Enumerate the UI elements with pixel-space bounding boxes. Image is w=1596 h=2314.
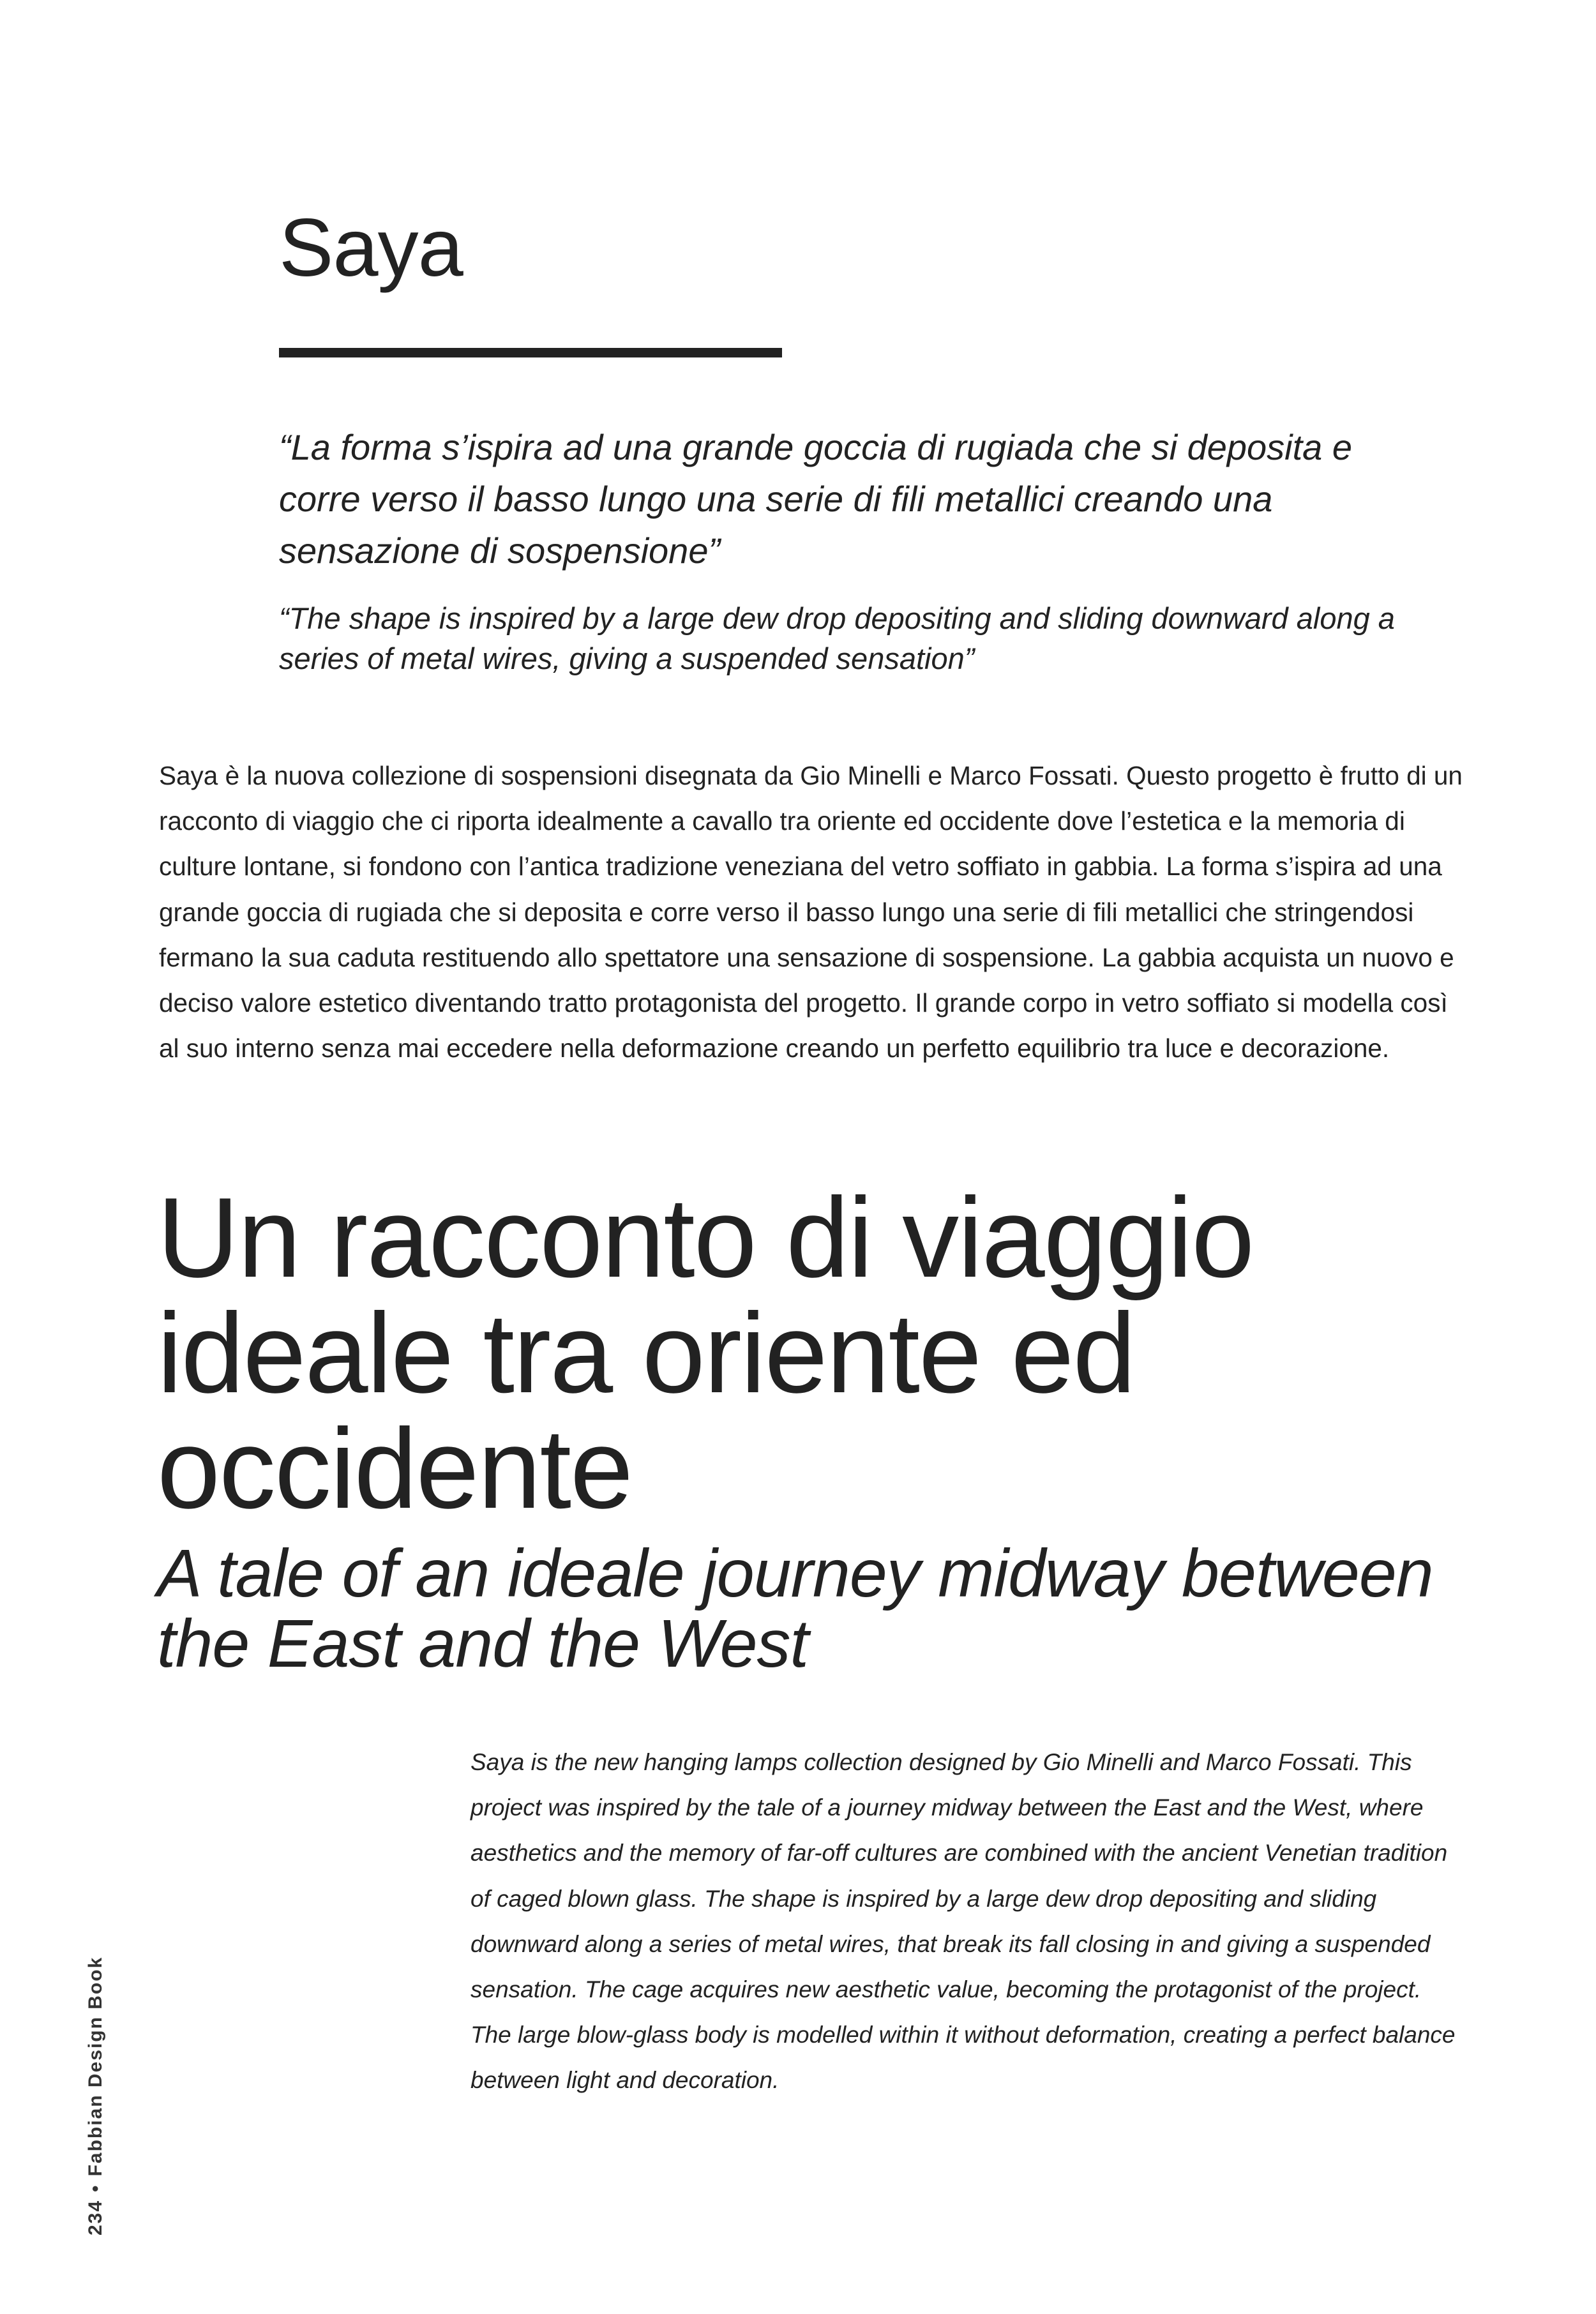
body-text-italian: Saya è la nuova collezione di sospensioni disegnata da Gio Minelli e Marco Fossati. Questo progetto è frutto di un racconto di viaggio che ci riporta idealmente a cavallo tra oriente ed occidente dove l’estetica e la memoria di culture lontane, si fondono con l’antica tradizione veneziana del vetro soffiato in gabbia. La forma s’ispira ad una grande goccia di rugiada che si deposita e corre verso il basso lungo una serie di fili metallici che stringendosi fermano la sua caduta restituendo allo spettatore una sensazione di sospensione. La gabbia acquista un nuovo e deciso valore estetico diventando tratto protagonista del progetto. Il grande corpo in vetro soffiato si modella così al suo interno senza mai eccedere nella deformazione creando un perfetto equilibrio tra luce e decorazione. <box>159 761 1463 1063</box>
headline-italian: Un racconto di viaggio ideale tra oriente ed occidente <box>157 1174 1254 1532</box>
body-text-english: Saya is the new hanging lamps collection designed by Gio Minelli and Marco Fossati. This project was inspired by the tale of a journey midway between the East and the West, where aesthetics and the memory of far-off cultures are combined with the ancient Venetian tradition of caged blown glass. The shape is inspired by a large dew drop depositing and sliding downward along a series of metal wires, that break its fall closing in and giving a suspended sensation. The cage acquires new aesthetic value, becoming the protagonist of the project. The large blow-glass body is modelled within it without deformation, creating a perfect balance between light and decoration. <box>471 1749 1456 2094</box>
pull-quote-italian: “La forma s’ispira ad una grande goccia di rugiada che si deposita e corre verso il basso lungo una serie di fili metallici creando una sensazione di sospensione” <box>279 427 1353 571</box>
headline-english: A tale of an ideale journey midway between the East and the West <box>157 1536 1433 1681</box>
page-title: Saya <box>279 202 463 294</box>
page-number: 234 <box>85 2199 106 2235</box>
book-title: Fabbian Design Book <box>85 1956 106 2177</box>
page-footer-label <box>86 1957 105 2235</box>
separator-dot: • <box>85 2184 106 2192</box>
title-underline-rule <box>279 348 782 357</box>
pull-quote-english: “The shape is inspired by a large dew drop depositing and sliding downward along a series of metal wires, giving a suspended sensation” <box>279 601 1395 675</box>
